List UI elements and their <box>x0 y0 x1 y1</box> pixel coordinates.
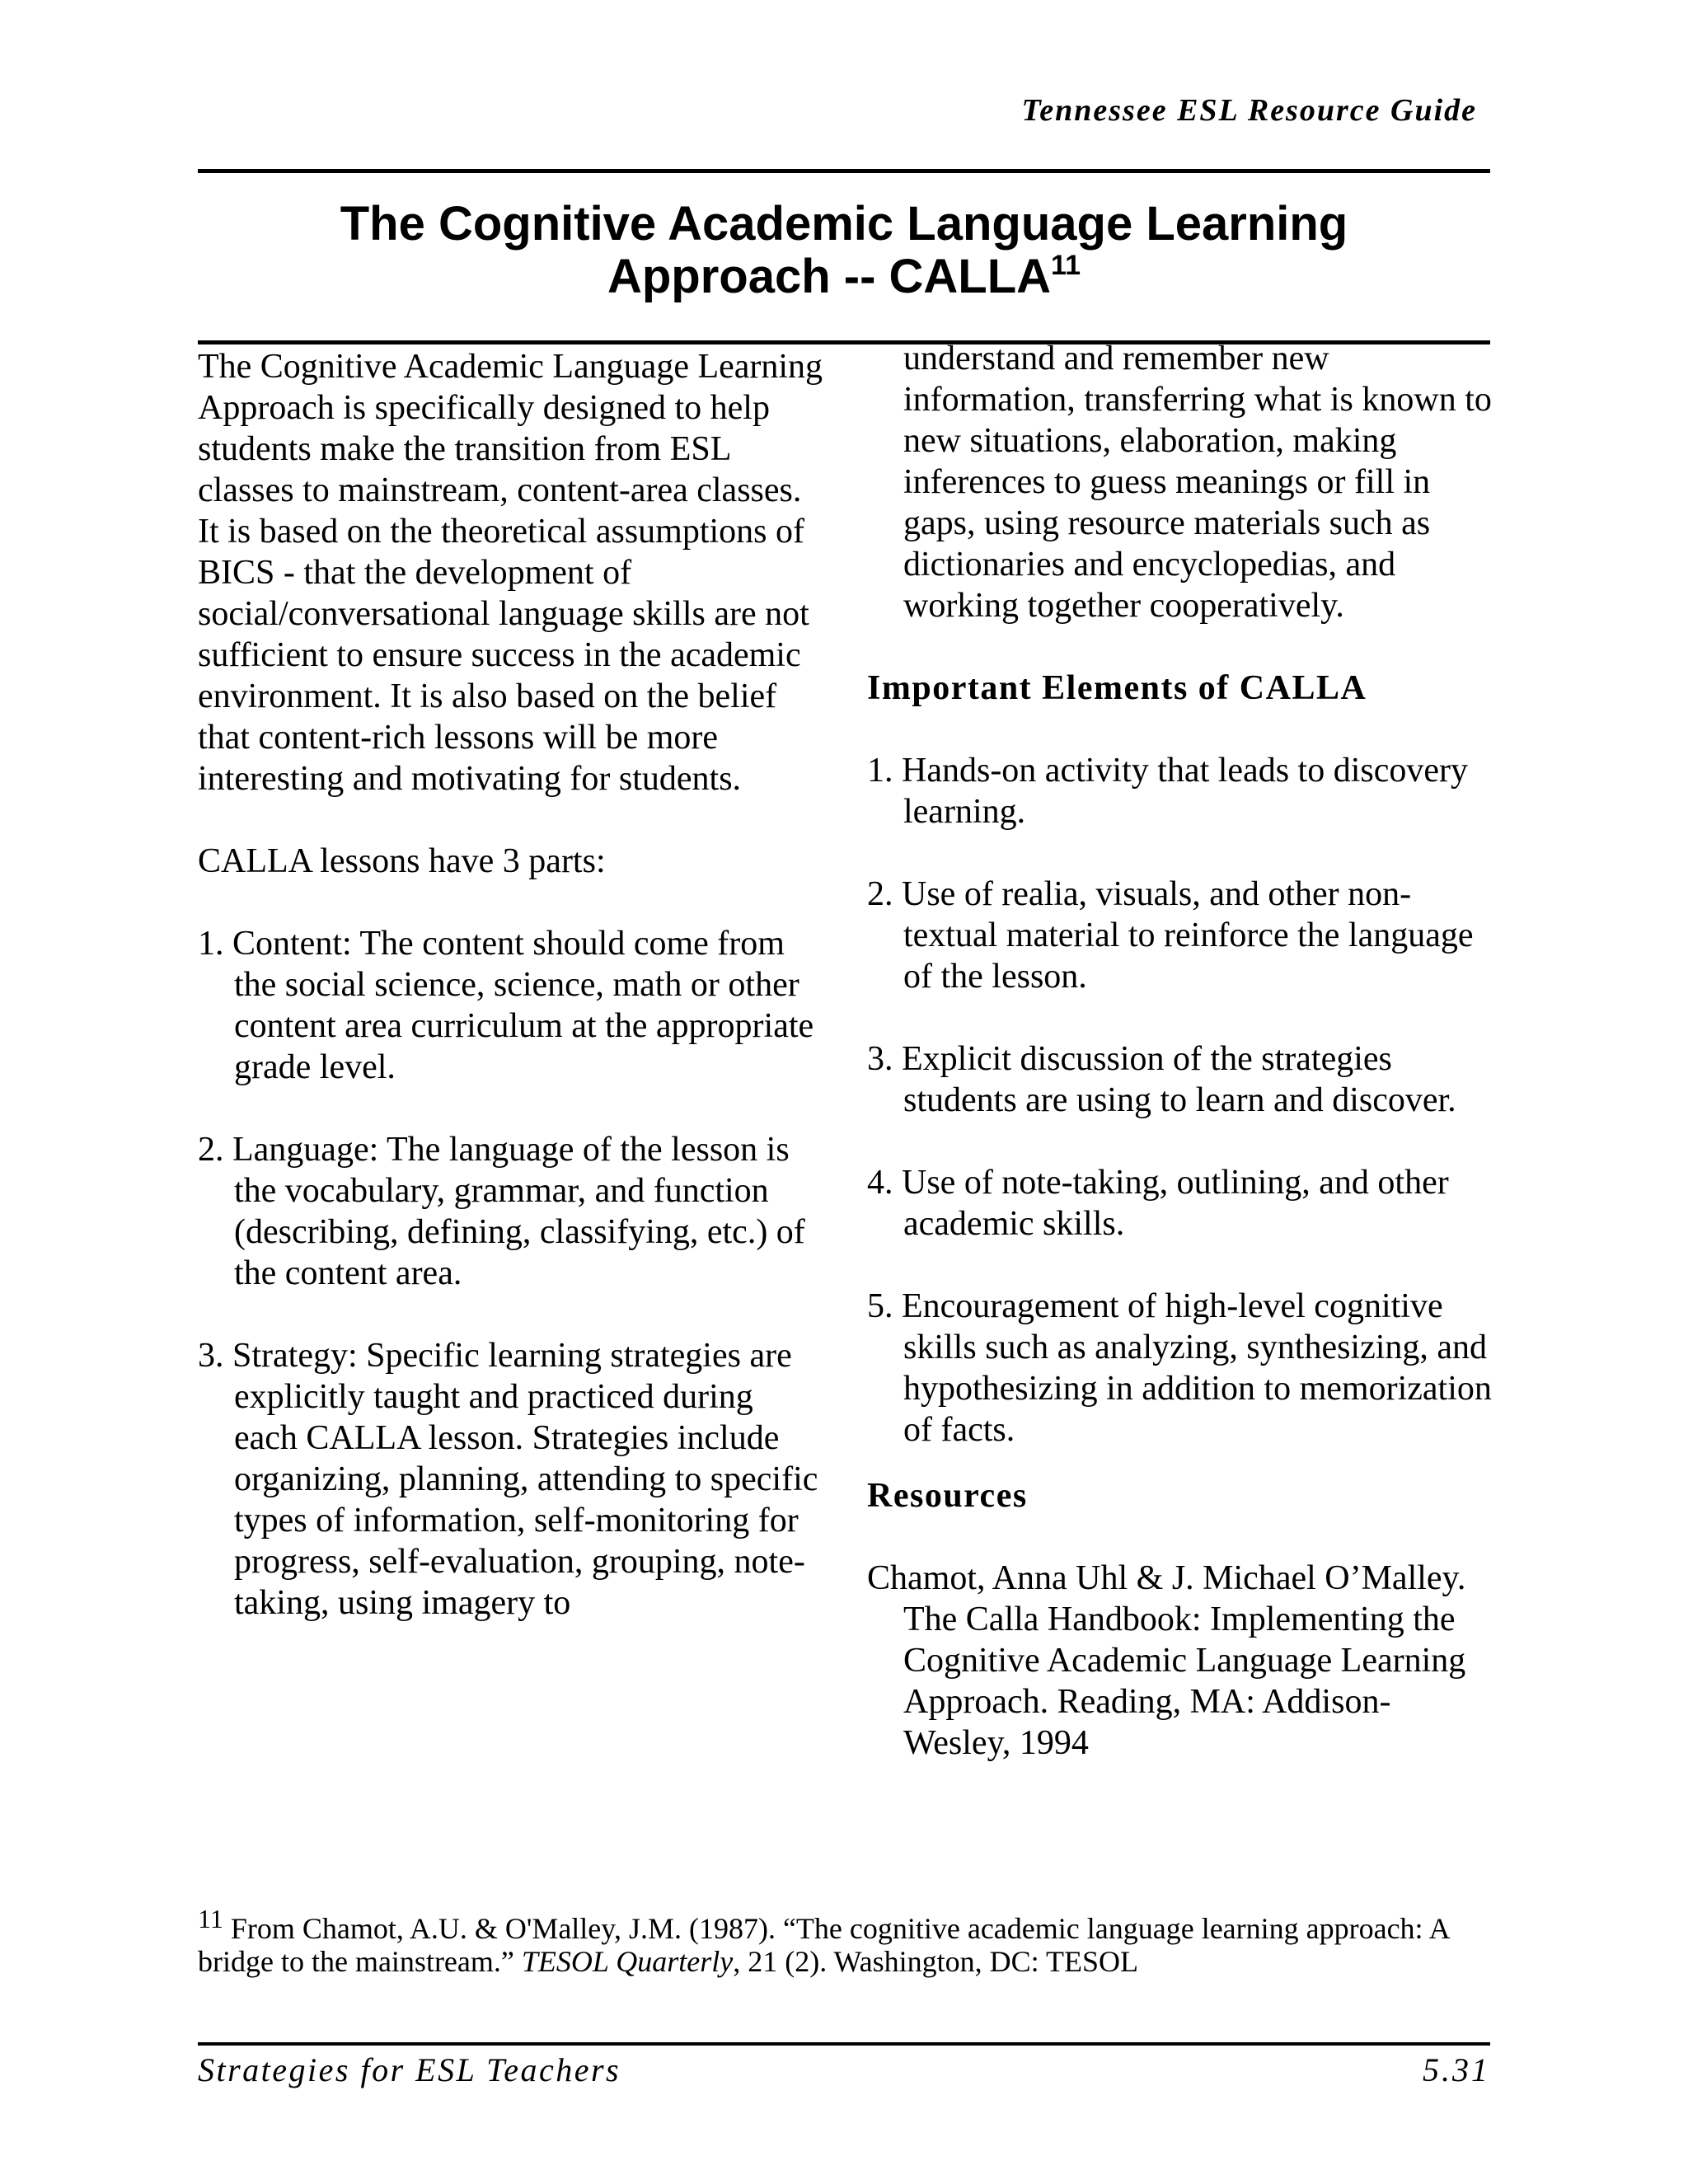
page-title <box>198 198 1490 303</box>
footer-title: Strategies for ESL Teachers <box>198 2051 621 2088</box>
footnote <box>198 1904 1517 1978</box>
list-item: 4. Use of note-taking, outlining, and other academic skills. <box>867 1164 1449 1243</box>
left-column <box>198 346 824 1665</box>
footnote-number: 11 <box>198 1904 223 1933</box>
running-header: Tennessee ESL Resource Guide <box>1021 93 1477 128</box>
list-item: 3. Explicit discussion of the strategies students are using to learn and discover. <box>867 1040 1456 1119</box>
footnote-text-end: , 21 (2). Washington, DC: TESOL <box>733 1945 1138 1978</box>
list-item: 1. Content: The content should come from the social science, science, math or other content area curriculum at the appropriate grade level. <box>198 925 814 1086</box>
parts-list <box>198 923 824 1624</box>
resources-heading: Resources <box>867 1477 1028 1515</box>
right-column <box>867 340 1493 1805</box>
title-line-2: Approach -- CALLA <box>607 250 1052 303</box>
title-line-1: The Cognitive Academic Language Learning <box>340 197 1348 251</box>
list-item: 2. Use of realia, visuals, and other non-textual material to reinforce the language of the lesson. <box>867 875 1474 996</box>
list-item: 1. Hands-on activity that leads to discovery learning. <box>867 752 1468 831</box>
list-item: 5. Encouragement of high-level cognitive skills such as analyzing, synthesizing, and hypothesizing in addition to memorization of facts. <box>867 1287 1492 1449</box>
continuation-paragraph: understand and remember new information, transferring what is known to new situations, elaboration, making inferences to guess meanings or fill in gaps, using resource materials such as dictionaries and encyclopedias, and working together cooperatively. <box>903 340 1492 625</box>
parts-intro: CALLA lessons have 3 parts: <box>198 842 606 880</box>
top-rule <box>198 169 1490 173</box>
page-number: 5.31 <box>1423 2051 1490 2088</box>
resource-citation: Chamot, Anna Uhl & J. Michael O’Malley. The Calla Handbook: Implementing the Cognitive Academic Language Learning Approach. Reading, MA: Addison-Wesley, 1994 <box>867 1559 1466 1762</box>
title-footnote-mark: 11 <box>1051 249 1081 281</box>
footnote-journal: TESOL Quarterly <box>521 1945 734 1978</box>
list-item: 2. Language: The language of the lesson is the vocabulary, grammar, and function (describing, defining, classifying, etc.) of the content area. <box>198 1131 805 1292</box>
elements-list <box>867 750 1493 1451</box>
footnote-text: From Chamot, A.U. & O'Malley, J.M. (1987). “The cognitive academic language learning approach: A bridge to the mainstream.” <box>198 1912 1449 1978</box>
bottom-rule <box>198 2042 1490 2046</box>
intro-paragraph: The Cognitive Academic Language Learning Approach is specifically designed to help students make the transition from ESL classes to mainstream, content-area classes. It is based on the theoretical assumptions of BICS - that the development of social/conversational language skills are not sufficient to ensure success in the academic environment. It is also based on the belief that content-rich lessons will be more interesting and motivating for students. <box>198 348 823 798</box>
elements-heading: Important Elements of CALLA <box>867 669 1367 707</box>
list-item: 3. Strategy: Specific learning strategies are explicitly taught and practiced during each CALLA lesson. Strategies include organizing, planning, attending to specific types of information, self-monitoring for progress, self-evaluation, grouping, note-taking, using imagery to <box>198 1337 818 1622</box>
